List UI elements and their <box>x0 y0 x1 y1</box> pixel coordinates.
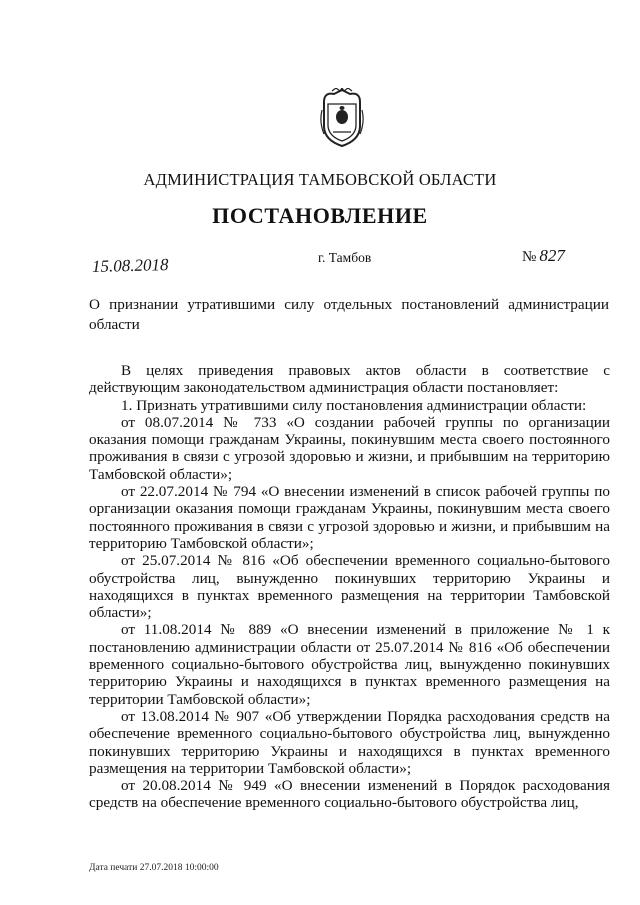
paragraph: от 13.08.2014 № 907 «Об утверждении Порядка расходования средств на обеспечение временного социально-бытового обустройства лиц, вынужденно покинувших территорию Украины и находящихся в пунктах временного размещения на территории Тамбовской области»; <box>89 707 610 777</box>
document-body <box>89 362 610 812</box>
organization-name: АДМИНИСТРАЦИЯ ТАМБОВСКОЙ ОБЛАСТИ <box>143 170 497 189</box>
paragraph: от 22.07.2014 № 794 «О внесении изменений в список рабочей группы по организации оказания помощи гражданам Украины, покинувшим места своего постоянного проживания в связи с угрозой здоровью и жизни, и прибывшим на территорию Тамбовской области»; <box>89 483 610 552</box>
document-subject: О признании утратившими силу отдельных постановлений администрации области <box>89 296 609 333</box>
coat-of-arms-icon <box>318 88 366 148</box>
paragraph: В целях приведения правовых актов области в соответствие с действующим законодательством администрация области постановляет: <box>89 362 610 397</box>
paragraph: от 08.07.2014 № 733 «О создании рабочей группы по организации оказания помощи гражданам Украины, покинувшим места своего постоянного проживания в связи с угрозой здоровью и жизни, и прибывшим на территорию Тамбовской области»; <box>89 413 610 483</box>
city-label: г. Тамбов <box>318 250 372 265</box>
handwritten-date: 15.08.2018 <box>91 255 169 276</box>
document-type-title: ПОСТАНОВЛЕНИЕ <box>212 203 428 228</box>
paragraph: 1. Признать утратившими силу постановления администрации области: <box>121 396 587 414</box>
handwritten-number: 827 <box>539 246 565 265</box>
paragraph: от 20.08.2014 № 949 «О внесении изменений в Порядок расходования средств на обеспечение временного социально-бытового обустройства лиц, <box>89 777 610 812</box>
number-sign: № <box>522 249 537 265</box>
paragraph: от 11.08.2014 № 889 «О внесении изменений в приложение № 1 к постановлению администрации области от 25.07.2014 № 816 «Об обеспечении временного социально-бытового обустройства лиц, вынужденно покинувших территорию Украины и находящихся в пунктах временного размещения на территории Тамбовской области»; <box>89 621 610 708</box>
print-date-footer: Дата печати 27.07.2018 10:00:00 <box>89 863 219 873</box>
paragraph: от 25.07.2014 № 816 «Об обеспечении временного социально-бытового обустройства лиц, вынужденно покинувших территорию Украины и находящихся в пунктах временного размещения на территории Тамбовской области»; <box>89 552 610 622</box>
document-number <box>522 246 565 266</box>
